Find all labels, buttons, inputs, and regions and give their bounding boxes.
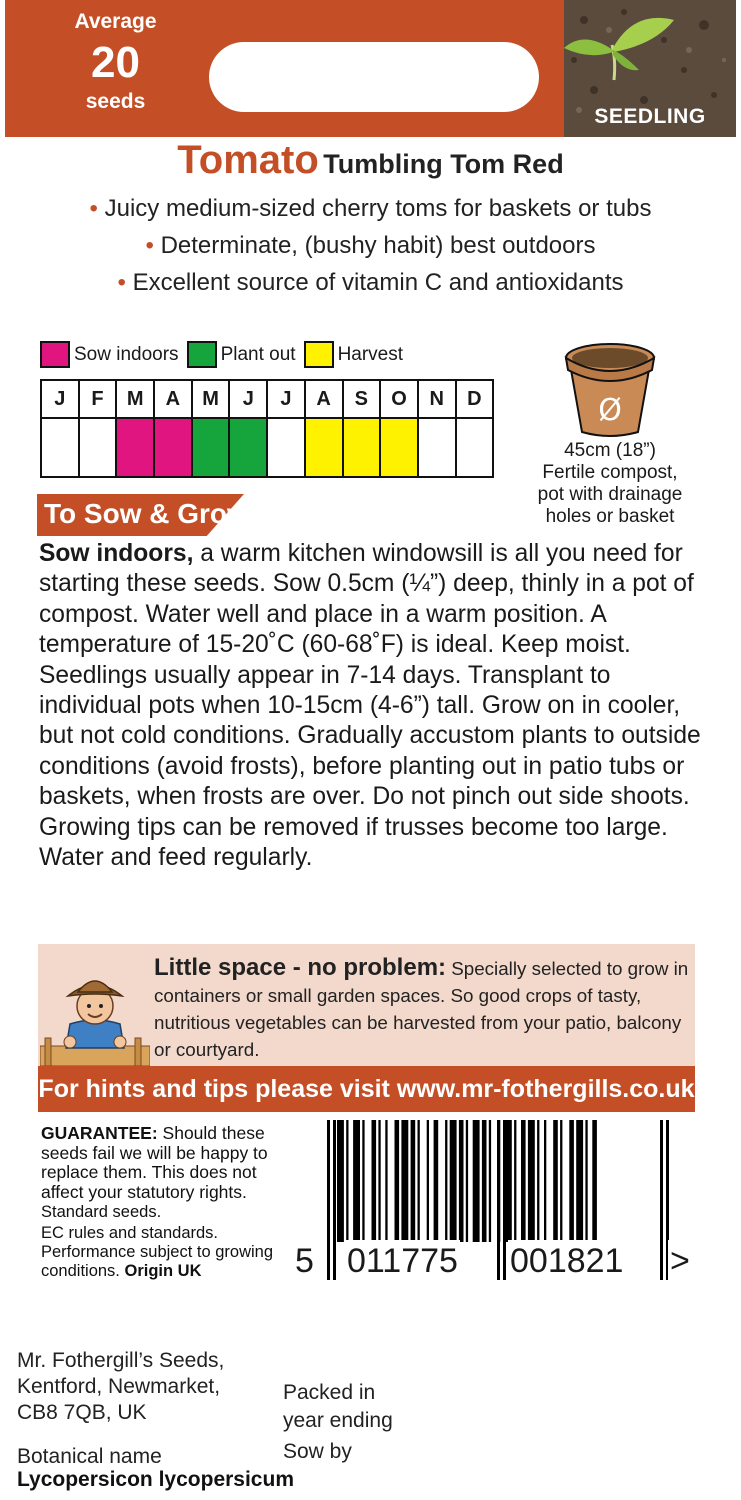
blank-name-label	[209, 42, 539, 112]
activity-cell	[116, 418, 154, 477]
pot-line: Fertile compost,	[542, 462, 678, 483]
seedling-label: SEEDLING	[594, 105, 706, 128]
barcode-arrow: >	[670, 1242, 690, 1280]
seedling-photo	[564, 0, 736, 137]
guarantee-text	[41, 1124, 301, 1281]
harvest-swatch	[304, 341, 334, 368]
barcode-bar	[401, 1120, 408, 1242]
month-cell: A	[154, 380, 192, 418]
sow-indoors-label: Sow indoors	[74, 343, 179, 365]
sow-by: Sow by	[283, 1440, 352, 1463]
barcode-guard-bar	[660, 1120, 663, 1280]
barcode-guard-bar	[333, 1120, 336, 1280]
pot-size: 45cm (18”)	[564, 440, 656, 461]
activity-cell	[192, 418, 230, 477]
seed-count: 20	[91, 38, 140, 87]
ec-rules: EC rules and standards.	[41, 1223, 219, 1242]
barcode-bar	[489, 1120, 491, 1242]
barcode-bar	[482, 1120, 487, 1242]
feature-list	[0, 190, 741, 301]
month-cell: M	[116, 380, 154, 418]
instructions-lead: Sow indoors,	[39, 540, 194, 567]
growing-instructions	[39, 539, 704, 873]
performance-note: Performance subject to growing conditions.	[41, 1243, 274, 1280]
sowing-calendar	[40, 379, 494, 478]
barcode-bar	[450, 1120, 457, 1242]
guarantee-body: Should these seeds fail we will be happy to replace them. This does not affect your statutory rights.	[41, 1123, 268, 1202]
month-cell: A	[305, 380, 343, 418]
bullet-icon: •	[117, 269, 133, 296]
section-title: To Sow & Grow	[44, 498, 249, 529]
promo-body: Specially selected to grow in containers or small garden spaces. So good crops of tasty, nutritious vegetables can be harvested from your patio, balcony or courtyard.	[154, 958, 689, 1060]
origin: Origin UK	[124, 1262, 202, 1280]
activity-cell	[41, 418, 79, 477]
barcode-bar	[434, 1120, 439, 1242]
pot-line: pot with drainage	[537, 484, 683, 505]
standard-seeds: Standard seeds.	[41, 1203, 162, 1221]
pot-icon	[560, 340, 660, 440]
barcode-bar	[427, 1120, 429, 1242]
activity-cell	[229, 418, 267, 477]
website-banner: For hints and tips please visit www.mr-fothergills.co.uk	[38, 1066, 695, 1112]
month-cell: M	[192, 380, 230, 418]
barcode-guard-bar	[503, 1120, 506, 1280]
barcode-group-left: 011775	[347, 1242, 458, 1280]
barcode-bar	[418, 1120, 420, 1242]
barcode-guard-bar	[497, 1120, 500, 1280]
guarantee-heading: GUARANTEE:	[41, 1123, 158, 1143]
barcode-bar	[372, 1120, 377, 1242]
barcode-bar	[592, 1120, 597, 1242]
activity-cell	[305, 418, 343, 477]
variety-name: Tumbling Tom Red	[323, 149, 564, 179]
plant-out-label: Plant out	[220, 343, 296, 365]
barcode-bar	[411, 1120, 416, 1242]
activity-row	[41, 418, 493, 477]
barcode-bar	[528, 1120, 535, 1242]
month-cell: J	[41, 380, 79, 418]
bullet-icon: •	[89, 195, 105, 222]
diameter-symbol: Ø	[598, 393, 622, 428]
barcode-bar	[544, 1120, 546, 1242]
activity-cell	[456, 418, 494, 477]
sow-indoors-swatch	[40, 341, 70, 368]
barcode-bar	[459, 1120, 464, 1242]
barcode-bar	[514, 1120, 516, 1242]
botanical-name: Lycopersicon lycopersicum	[17, 1468, 294, 1491]
month-cell: N	[418, 380, 456, 418]
bullet-icon: •	[145, 232, 161, 259]
barcode-bar	[445, 1120, 447, 1242]
header-band	[5, 0, 564, 137]
barcode-bar	[378, 1120, 380, 1242]
month-cell: J	[267, 380, 305, 418]
barcode-bar	[385, 1120, 387, 1242]
barcode-bar	[353, 1120, 360, 1242]
month-cell: O	[380, 380, 418, 418]
month-row	[41, 380, 493, 418]
activity-cell	[267, 418, 305, 477]
company-address: Mr. Fothergill’s Seeds, Kentford, Newmarket, CB8 7QB, UK	[17, 1349, 225, 1424]
activity-cell	[418, 418, 456, 477]
barcode-bar	[585, 1120, 587, 1242]
seeds-label: seeds	[85, 90, 146, 113]
barcode-guard-bar	[327, 1120, 330, 1280]
barcode-bar	[395, 1120, 400, 1242]
pot-requirements	[505, 440, 715, 528]
crop-name: Tomato	[177, 138, 319, 182]
activity-cell	[380, 418, 418, 477]
barcode-bar	[473, 1120, 480, 1242]
barcode-bar	[466, 1120, 468, 1242]
month-cell: F	[79, 380, 117, 418]
product-title	[0, 138, 741, 183]
promo-text	[154, 954, 690, 1063]
barcode-group-right: 001821	[510, 1242, 624, 1280]
average-label: Average	[74, 10, 157, 33]
barcode-bar	[576, 1120, 583, 1242]
month-cell: S	[343, 380, 381, 418]
plant-out-swatch	[187, 341, 217, 368]
activity-cell	[343, 418, 381, 477]
barcode-bar	[337, 1120, 344, 1242]
barcode-bar	[569, 1120, 574, 1242]
promo-box	[38, 944, 695, 1066]
barcode-bar	[560, 1120, 562, 1242]
gardener-illustration	[40, 966, 150, 1066]
barcode-bar	[362, 1120, 364, 1242]
activity-cell	[154, 418, 192, 477]
feature-item: • Juicy medium-sized cherry toms for baskets or tubs	[89, 195, 652, 222]
botanical-label: Botanical name	[17, 1445, 162, 1468]
promo-heading: Little space - no problem:	[154, 954, 447, 981]
barcode-bar	[346, 1120, 348, 1242]
feature-item: • Excellent source of vitamin C and antioxidants	[117, 269, 624, 296]
activity-cell	[79, 418, 117, 477]
feature-item: • Determinate, (bushy habit) best outdoors	[145, 232, 596, 259]
calendar-legend	[40, 341, 411, 368]
barcode-first-digit: 5	[295, 1242, 314, 1280]
packed-in: Packed in year ending	[283, 1381, 393, 1432]
barcode-bar	[537, 1120, 539, 1242]
barcode-bar	[521, 1120, 526, 1242]
pot-line: holes or basket	[545, 506, 675, 527]
barcode-bar	[553, 1120, 558, 1242]
month-cell: D	[456, 380, 494, 418]
month-cell: J	[229, 380, 267, 418]
harvest-label: Harvest	[337, 343, 404, 365]
instructions-body: a warm kitchen windowsill is all you need for starting these seeds. Sow 0.5cm (¼”) deep, thinly in a pot of compost. Water well and place in a warm position. A temperature of 15-20˚C (60-68˚F) is ideal. Keep moist. Seedlings usually appear in 7-14 days. Transplant to individual pots when 10-15cm (4-6”) tall. Grow on in cooler, but not cold conditions. Gradually accustom plants to outside conditions (avoid frosts), before planting out in patio tubs or baskets, when frosts are over. Do not pinch out side shoots. Growing tips can be removed if trusses become too large. Water and feed regularly.	[39, 540, 701, 872]
